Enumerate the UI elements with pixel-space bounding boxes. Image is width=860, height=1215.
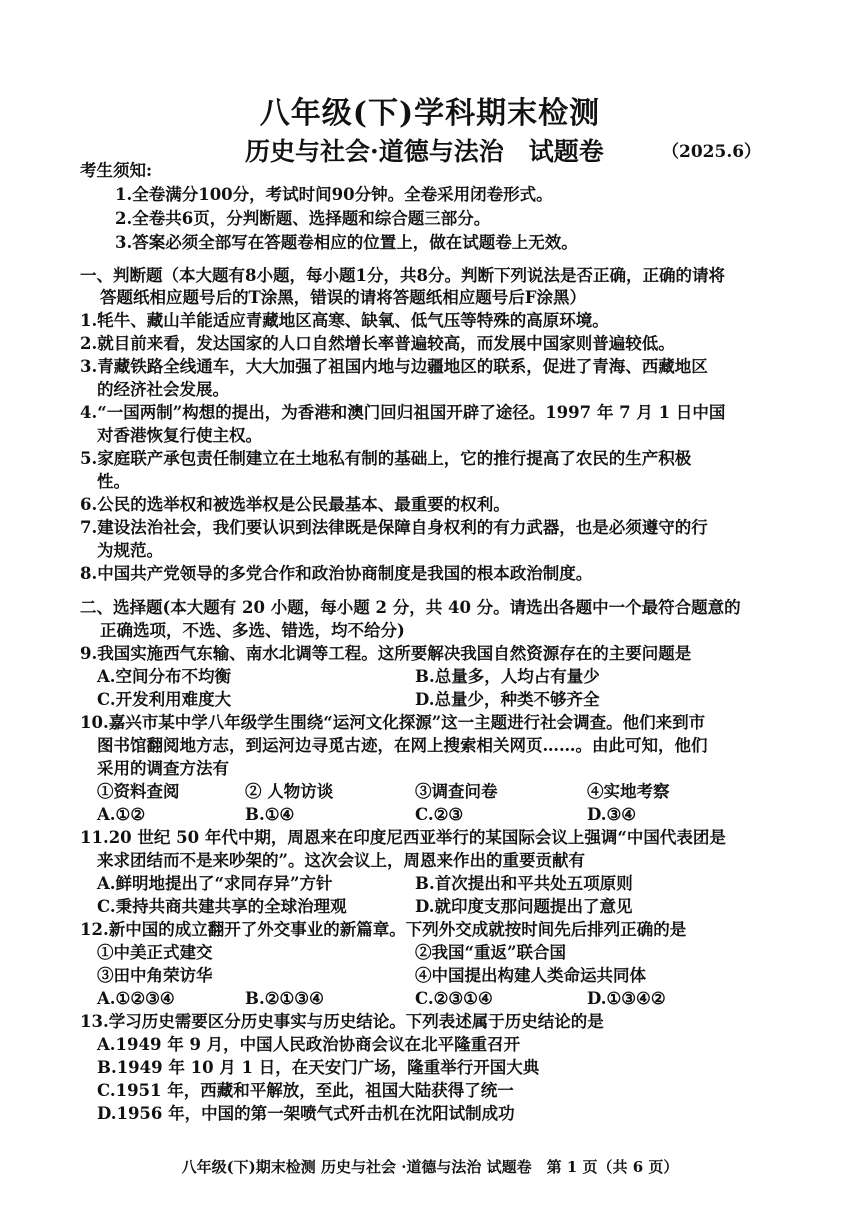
notice-item-2: 2.全卷共6页，分判断题、选择题和综合题三部分。 xyxy=(115,209,491,228)
page-footer: 八年级(下)期末检测 历史与社会 ·道德与法治 试题卷 第 1 页（共 6 页） xyxy=(181,1158,679,1176)
q10-option-a: A.①② xyxy=(97,805,146,824)
q10-stem-line3: 采用的调查方法有 xyxy=(97,759,229,778)
notice-heading: 考生须知: xyxy=(80,161,153,180)
q10-option-c: C.②③ xyxy=(415,805,464,824)
q13-option-a: A.1949 年 9 月，中国人民政治协商会议在北平隆重召开 xyxy=(97,1035,521,1054)
judge-q3-line1: 3.青藏铁路全线通车，大大加强了祖国内地与边疆地区的联系，促进了青海、西藏地区 xyxy=(80,357,708,376)
q10-item-1: ①资料查阅 xyxy=(97,782,180,801)
judge-q8: 8.中国共产党领导的多党合作和政治协商制度是我国的根本政治制度。 xyxy=(80,564,593,583)
q10-item-3: ③调查问卷 xyxy=(415,782,498,801)
judge-q4-line1: 4.“一国两制”构想的提出，为香港和澳门回归祖国开辟了途径。1997 年 7 月 1 日中国 xyxy=(80,403,726,422)
q12-option-b: B.②①③④ xyxy=(245,989,324,1008)
q13-stem: 13.学习历史需要区分历史事实与历史结论。下列表述属于历史结论的是 xyxy=(80,1012,604,1031)
q11-stem-line2: 来求团结而不是来吵架的”。这次会议上，周恩来作出的重要贡献有 xyxy=(97,851,585,870)
q13-option-d: D.1956 年，中国的第一架喷气式歼击机在沈阳试制成功 xyxy=(97,1104,515,1123)
q12-item-3: ③田中角荣访华 xyxy=(97,966,213,985)
q12-item-2: ②我国“重返”联合国 xyxy=(415,943,566,962)
q12-item-4: ④中国提出构建人类命运共同体 xyxy=(415,966,646,985)
q10-item-2: ② 人物访谈 xyxy=(245,782,334,801)
exam-date: （2025.6） xyxy=(662,142,762,162)
q11-option-b: B.首次提出和平共处五项原则 xyxy=(415,874,633,893)
q11-option-d: D.就印度支那问题提出了意见 xyxy=(415,897,633,916)
q11-stem-line1: 11.20 世纪 50 年代中期，周恩来在印度尼西亚举行的某国际会议上强调“中国代表团是 xyxy=(80,828,726,847)
q12-item-1: ①中美正式建交 xyxy=(97,943,213,962)
exam-title: 八年级(下)学科期末检测 xyxy=(259,96,601,131)
section2-heading-line2: 正确选项，不选、多选、错选，均不给分) xyxy=(100,621,405,640)
q9-option-b: B.总量多，人均占有量少 xyxy=(415,667,600,686)
q9-option-c: C.开发利用难度大 xyxy=(97,690,232,709)
judge-q3-line2: 的经济社会发展。 xyxy=(97,380,229,399)
q12-stem: 12.新中国的成立翻开了外交事业的新篇章。下列外交成就按时间先后排列正确的是 xyxy=(80,920,687,939)
q13-option-b: B.1949 年 10 月 1 日，在天安门广场，隆重举行开国大典 xyxy=(97,1058,540,1077)
q10-item-4: ④实地考察 xyxy=(587,782,670,801)
q10-stem-line2: 图书馆翻阅地方志，到运河边寻觅古迹，在网上搜索相关网页……。由此可知，他们 xyxy=(97,736,708,755)
q10-stem-line1: 10.嘉兴市某中学八年级学生围绕“运河文化探源”这一主题进行社会调查。他们来到市 xyxy=(80,713,706,732)
judge-q5-line2: 性。 xyxy=(97,472,130,491)
judge-q6: 6.公民的选举权和被选举权是公民最基本、最重要的权利。 xyxy=(80,495,510,514)
q13-option-c: C.1951 年，西藏和平解放，至此，祖国大陆获得了统一 xyxy=(97,1081,514,1100)
q9-option-d: D.总量少，种类不够齐全 xyxy=(415,690,600,709)
notice-item-3: 3.答案必须全部写在答题卷相应的位置上，做在试题卷上无效。 xyxy=(115,233,578,252)
q10-option-b: B.①④ xyxy=(245,805,295,824)
section2-heading-line1: 二、选择题(本大题有 20 小题，每小题 2 分，共 40 分。请选出各题中一个最符合题意的 xyxy=(80,598,741,617)
judge-q2: 2.就目前来看，发达国家的人口自然增长率普遍较高，而发展中国家则普遍较低。 xyxy=(80,334,675,353)
judge-q7-line1: 7.建设法治社会，我们要认识到法律既是保障自身权利的有力武器，也是必须遵守的行 xyxy=(80,518,708,537)
judge-q5-line1: 5.家庭联产承包责任制建立在土地私有制的基础上，它的推行提高了农民的生产积极 xyxy=(80,449,692,468)
judge-q7-line2: 为规范。 xyxy=(97,541,163,560)
judge-q4-line2: 对香港恢复行使主权。 xyxy=(97,426,262,445)
exam-subtitle: 历史与社会·道德与法治 试题卷 xyxy=(245,137,604,166)
section1-heading-line1: 一、判断题（本大题有8小题，每小题1分，共8分。判断下列说法是否正确，正确的请将 xyxy=(80,266,725,285)
q11-option-c: C.秉持共商共建共享的全球治理观 xyxy=(97,897,347,916)
q11-option-a: A.鲜明地提出了“求同存异”方针 xyxy=(97,874,333,893)
q9-stem: 9.我国实施西气东输、南水北调等工程。这所要解决我国自然资源存在的主要问题是 xyxy=(80,644,692,663)
q12-option-c: C.②③①④ xyxy=(415,989,493,1008)
q12-option-d: D.①③④② xyxy=(587,989,666,1008)
q10-option-d: D.③④ xyxy=(587,805,637,824)
notice-item-1: 1.全卷满分100分，考试时间90分钟。全卷采用闭卷形式。 xyxy=(115,185,553,204)
judge-q1: 1.牦牛、藏山羊能适应青藏地区高寒、缺氧、低气压等特殊的高原环境。 xyxy=(80,311,609,330)
q12-option-a: A.①②③④ xyxy=(97,989,175,1008)
section1-heading-line2: 答题纸相应题号后的T涂黑，错误的请将答题纸相应题号后F涂黑） xyxy=(100,288,586,307)
q9-option-a: A.空间分布不均衡 xyxy=(97,667,232,686)
